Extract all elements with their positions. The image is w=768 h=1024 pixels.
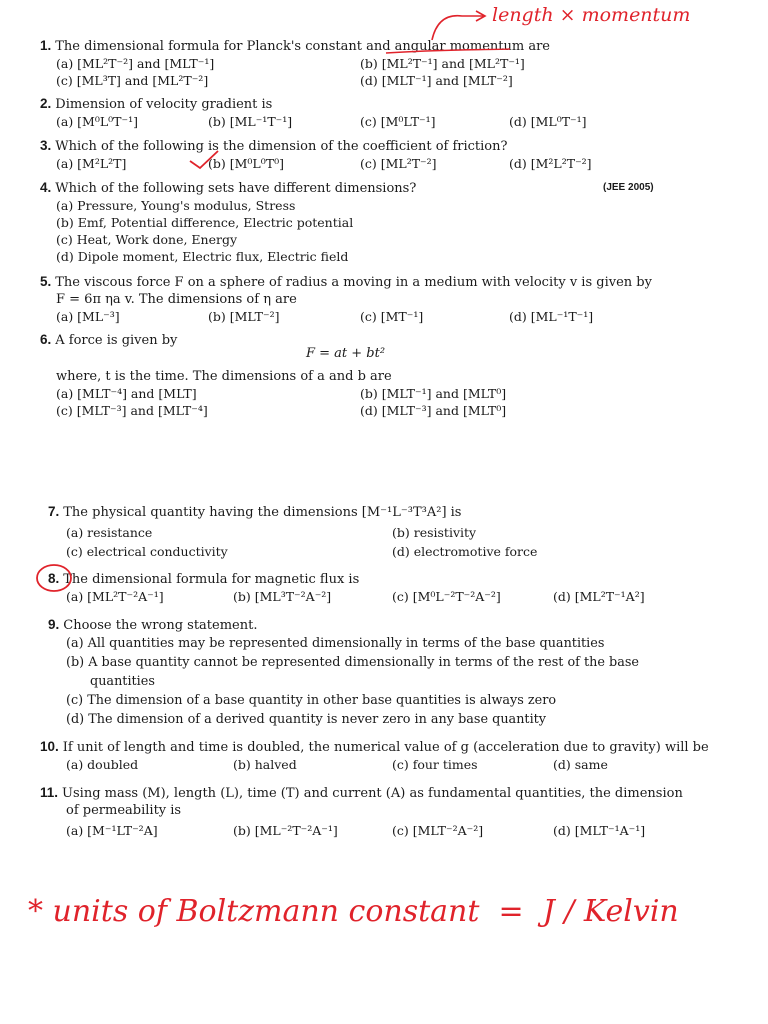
question-text: Using mass (M), length (L), time (T) and current (A) as fundamental quantities, the dimension: [62, 786, 683, 801]
option-a: (a) All quantities may be represented dimensionally in terms of the base quantities: [66, 636, 605, 651]
question-number: 6.: [40, 332, 52, 347]
question-2: [40, 95, 730, 130]
question-text-continued: F = 6π ηa v. The dimensions of η are: [56, 292, 297, 307]
option-c: (c) [MLT⁻³] and [MLT⁻⁴]: [56, 403, 208, 418]
question-text: The viscous force F on a sphere of radius a moving in a medium with velocity v is given by: [55, 275, 652, 290]
option-b: (b) resistivity: [392, 525, 477, 540]
option-b: (b) halved: [233, 757, 297, 772]
question-number: 10.: [40, 739, 59, 754]
question-number: 7.: [48, 504, 60, 519]
option-c: (c) [ML³T] and [ML²T⁻²]: [56, 73, 209, 88]
option-a: (a) doubled: [66, 757, 139, 772]
option-c: (c) [M⁰L⁻²T⁻²A⁻²]: [392, 589, 501, 604]
question-text: Dimension of velocity gradient is: [55, 97, 273, 112]
option-d: (d) Dipole moment, Electric flux, Electric field: [56, 249, 349, 264]
question-text: Which of the following is the dimension of the coefficient of friction?: [55, 139, 508, 154]
option-a: (a) [M⁻¹LT⁻²A]: [66, 823, 158, 838]
option-c: (c) [MLT⁻²A⁻²]: [392, 823, 484, 838]
question-number: 5.: [40, 274, 52, 289]
arrow-head-icon: [476, 11, 485, 21]
option-a: (a) [ML⁻³]: [56, 309, 120, 324]
option-a: (a) resistance: [66, 525, 153, 540]
option-d: (d) same: [553, 757, 608, 772]
option-b: (b) A base quantity cannot be represented dimensionally in terms of the rest of the base: [66, 655, 639, 670]
question-1: [40, 37, 730, 89]
question-number: 1.: [40, 38, 52, 53]
option-b: (b) [ML⁻¹T⁻¹]: [208, 114, 293, 129]
question-11: [40, 784, 750, 839]
handwritten-note-bottom: * units of Boltzmann constant = J / Kelvin: [28, 894, 679, 929]
option-b-continued: quantities: [90, 674, 155, 689]
question-9: [48, 616, 748, 729]
question-text: The physical quantity having the dimensions [M⁻¹L⁻³T³A²] is: [63, 505, 462, 520]
option-c: (c) The dimension of a base quantity in other base quantities is always zero: [66, 693, 557, 708]
option-a: (a) [ML²T⁻²] and [MLT⁻¹]: [56, 56, 215, 71]
question-8: [48, 570, 738, 605]
question-number: 11.: [40, 785, 59, 800]
option-c: (c) electrical conductivity: [66, 544, 228, 559]
question-text-continued: of permeability is: [66, 803, 182, 818]
question-text: The dimensional formula for magnetic flux is: [63, 572, 360, 587]
handwritten-note-top: length × momentum: [492, 4, 691, 26]
option-d: (d) The dimension of a derived quantity is never zero in any base quantity: [66, 712, 547, 727]
question-number: 2.: [40, 96, 52, 111]
option-c: (c) [MT⁻¹]: [360, 309, 424, 324]
option-a: (a) [M²L²T]: [56, 156, 127, 171]
question-number: 8.: [48, 571, 60, 586]
option-a: (a) [M⁰L⁰T⁻¹]: [56, 114, 139, 129]
option-c: (c) four times: [392, 757, 478, 772]
option-d: (d) [ML⁻¹T⁻¹]: [509, 309, 594, 324]
question-10: [40, 738, 750, 773]
option-b: (b) Emf, Potential difference, Electric potential: [56, 215, 354, 230]
option-d: (d) [M²L²T⁻²]: [509, 156, 592, 171]
option-b: (b) [MLT⁻²]: [208, 309, 280, 324]
question-text: Choose the wrong statement.: [63, 618, 258, 633]
question-6-continued: [56, 368, 736, 419]
option-b: (b) [ML³T⁻²A⁻²]: [233, 589, 332, 604]
question-text: A force is given by: [55, 333, 178, 348]
option-d: (d) [MLT⁻¹] and [MLT⁻²]: [360, 73, 513, 88]
option-b: (b) [M⁰L⁰T⁰]: [208, 156, 284, 171]
option-b: (b) [ML²T⁻¹] and [ML²T⁻¹]: [360, 56, 525, 71]
option-a: (a) [ML²T⁻²A⁻¹]: [66, 589, 164, 604]
question-text: If unit of length and time is doubled, the numerical value of g (acceleration due to gravity) will be: [62, 740, 709, 755]
question-text-continued: where, t is the time. The dimensions of a and b are: [56, 369, 392, 384]
option-d: (d) [MLT⁻³] and [MLT⁰]: [360, 403, 507, 418]
question-5: [40, 273, 740, 325]
question-7: [48, 503, 738, 560]
option-a: (a) Pressure, Young's modulus, Stress: [56, 198, 296, 213]
option-a: (a) [MLT⁻⁴] and [MLT]: [56, 386, 197, 401]
option-d: (d) electromotive force: [392, 544, 538, 559]
option-c: (c) Heat, Work done, Energy: [56, 232, 238, 247]
question-text: Which of the following sets have different dimensions?: [55, 181, 417, 196]
question-3: [40, 137, 730, 172]
exam-tag: (JEE 2005): [603, 182, 654, 193]
option-b: (b) [ML⁻²T⁻²A⁻¹]: [233, 823, 338, 838]
option-c: (c) [ML²T⁻²]: [360, 156, 437, 171]
question-number: 4.: [40, 180, 52, 195]
option-d: (d) [ML⁰T⁻¹]: [509, 114, 587, 129]
question-text: The dimensional formula for Planck's constant and angular momentum are: [55, 39, 550, 54]
option-c: (c) [M⁰LT⁻¹]: [360, 114, 436, 129]
option-b: (b) [MLT⁻¹] and [MLT⁰]: [360, 386, 507, 401]
option-d: (d) [ML²T⁻¹A²]: [553, 589, 645, 604]
question-number: 3.: [40, 138, 52, 153]
option-d: (d) [MLT⁻¹A⁻¹]: [553, 823, 646, 838]
formula: F = at + bt²: [306, 346, 386, 361]
question-number: 9.: [48, 617, 60, 632]
